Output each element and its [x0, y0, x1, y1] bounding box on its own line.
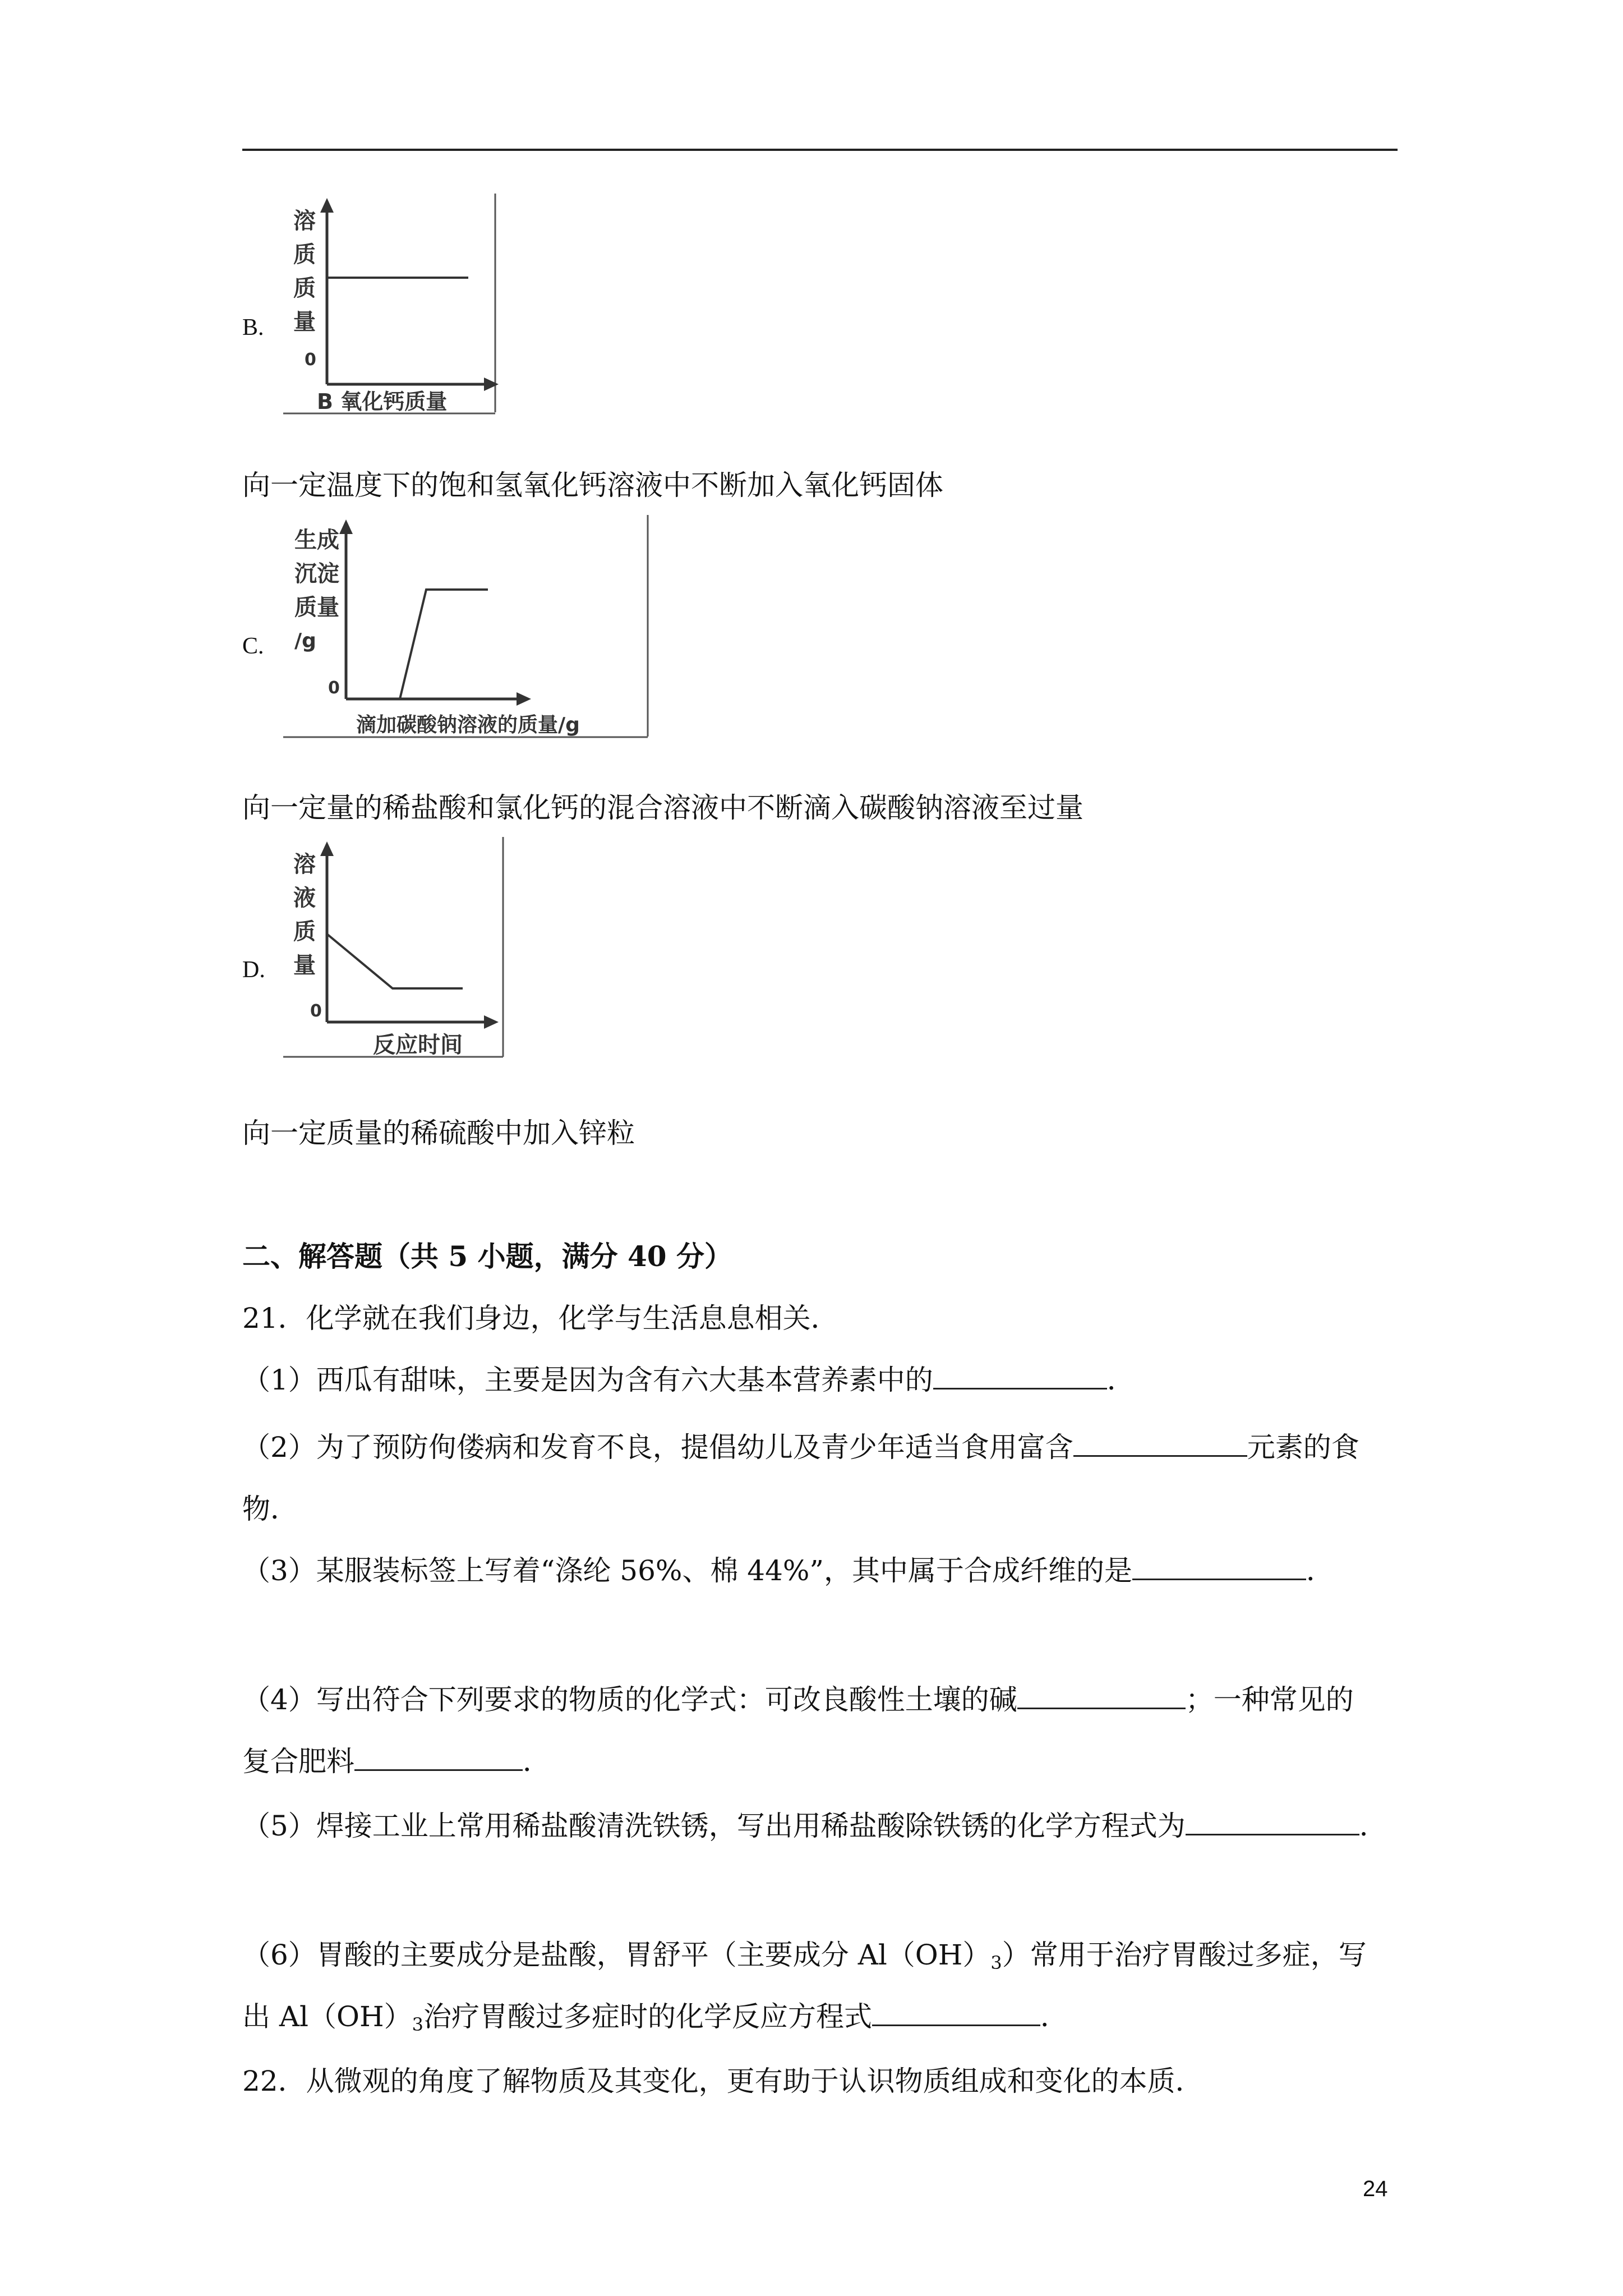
q21-part5-blank[interactable] — [1186, 1809, 1359, 1835]
q21-part4-end: ． — [523, 1745, 551, 1778]
q21-part4-blank-1[interactable] — [1017, 1683, 1186, 1709]
q21-part1-text: （1）西瓜有甜味，主要是因为含有六大基本营养素中的 — [242, 1364, 933, 1396]
chart-b-origin: 0 — [305, 350, 316, 370]
q21-part4-cont — [242, 1745, 551, 1778]
chart-b — [283, 194, 502, 418]
q21-part5 — [242, 1809, 1387, 1843]
q21-part3 — [242, 1554, 1334, 1588]
q21-part1-end: ． — [1106, 1364, 1135, 1396]
chart-c — [283, 515, 653, 739]
q21-part6-tail: ）常用于治疗胃酸过多症，写 — [1002, 1939, 1367, 1971]
q21-part6-text2: 出 Al（OH） — [242, 2000, 412, 2033]
chart-d-origin: 0 — [310, 1001, 322, 1021]
section-title: 二、解答题（共 5 小题，满分 40 分） — [242, 1240, 732, 1273]
chart-b-ylabel-4: 量 — [293, 309, 316, 335]
option-d-letter: D. — [242, 957, 265, 983]
q21-part6-text: （6）胃酸的主要成分是盐酸，胃舒平（主要成分 Al（OH） — [242, 1939, 991, 1971]
chart-d — [283, 837, 508, 1061]
q21-part4-text2: 复合肥料 — [242, 1745, 354, 1778]
q22-stem: 22．从微观的角度了解物质及其变化，更有助于认识物质组成和变化的本质． — [242, 2065, 1204, 2097]
q21-part1 — [242, 1363, 1135, 1397]
q21-part3-end: ． — [1306, 1554, 1334, 1587]
chart-c-xlabel: 滴加碳酸钠溶液的质量/g — [356, 714, 580, 737]
q21-part6-end: ． — [1040, 2000, 1068, 2033]
chart-b-ylabel-2: 质 — [293, 242, 316, 268]
chart-c-ylabel-2: 沉淀 — [294, 561, 339, 587]
option-c-caption: 向一定量的稀盐酸和氯化钙的混合溶液中不断滴入碳酸钠溶液至过量 — [242, 792, 1083, 824]
option-b-caption: 向一定温度下的饱和氢氧化钙溶液中不断加入氧化钙固体 — [242, 469, 943, 501]
header-rule — [242, 149, 1398, 151]
q21-part3-text: （3）某服装标签上写着“涤纶 56%、棉 44%”，其中属于合成纤维的是 — [242, 1554, 1132, 1587]
chart-d-ylabel-1: 溶 — [293, 852, 316, 877]
q21-part6-subscript-1: 3 — [990, 1952, 1002, 1973]
q21-part2 — [242, 1430, 1359, 1464]
q21-part2-blank[interactable] — [1073, 1430, 1247, 1457]
chart-c-origin: 0 — [328, 678, 340, 698]
q21-part5-text: （5）焊接工业上常用稀盐酸清洗铁锈，写出用稀盐酸除铁锈的化学方程式为 — [242, 1810, 1186, 1842]
q21-part4 — [242, 1683, 1354, 1717]
q21-part6-blank[interactable] — [872, 2000, 1040, 2026]
option-d-caption: 向一定质量的稀硫酸中加入锌粒 — [242, 1117, 635, 1149]
chart-c-ylabel-3: 质量 — [294, 595, 339, 620]
chart-c-ylabel-4: /g — [294, 629, 316, 652]
page-number: 24 — [1363, 2177, 1388, 2201]
q21-part6-text3: 治疗胃酸过多症时的化学反应方程式 — [423, 2000, 872, 2033]
chart-d-ylabel-2: 液 — [293, 885, 316, 911]
q21-part6 — [242, 1938, 1367, 1980]
chart-d-ylabel-4: 量 — [293, 953, 316, 978]
q21-part4-blank-2[interactable] — [354, 1745, 523, 1771]
q21-part2-tail: 元素的食 — [1247, 1431, 1359, 1464]
q21-part3-blank[interactable] — [1132, 1554, 1306, 1580]
chart-d-ylabel-3: 质 — [293, 919, 316, 945]
q21-part6-cont — [242, 2000, 1068, 2041]
option-c-letter: C. — [242, 633, 264, 659]
chart-b-ylabel-1: 溶 — [293, 208, 316, 234]
chart-c-ylabel-1: 生成 — [294, 527, 339, 553]
chart-d-xlabel: 反应时间 — [373, 1032, 463, 1058]
chart-b-xlabel: B 氧化钙质量 — [317, 389, 448, 414]
q21-part2-cont: 物． — [242, 1493, 298, 1525]
q21-stem: 21．化学就在我们身边，化学与生活息息相关． — [242, 1302, 839, 1335]
q21-part4-text: （4）写出符合下列要求的物质的化学式：可改良酸性土壤的碱 — [242, 1683, 1017, 1716]
q21-part6-subscript-2: 3 — [412, 2014, 423, 2035]
q21-part2-text: （2）为了预防佝偻病和发育不良，提倡幼儿及青少年适当食用富含 — [242, 1431, 1073, 1464]
q21-part5-end: ． — [1359, 1810, 1387, 1842]
q21-part1-blank[interactable] — [933, 1363, 1107, 1389]
option-b-letter: B. — [242, 315, 264, 341]
chart-b-ylabel-3: 质 — [293, 275, 316, 301]
q21-part4-tail: ；一种常见的 — [1185, 1683, 1354, 1716]
